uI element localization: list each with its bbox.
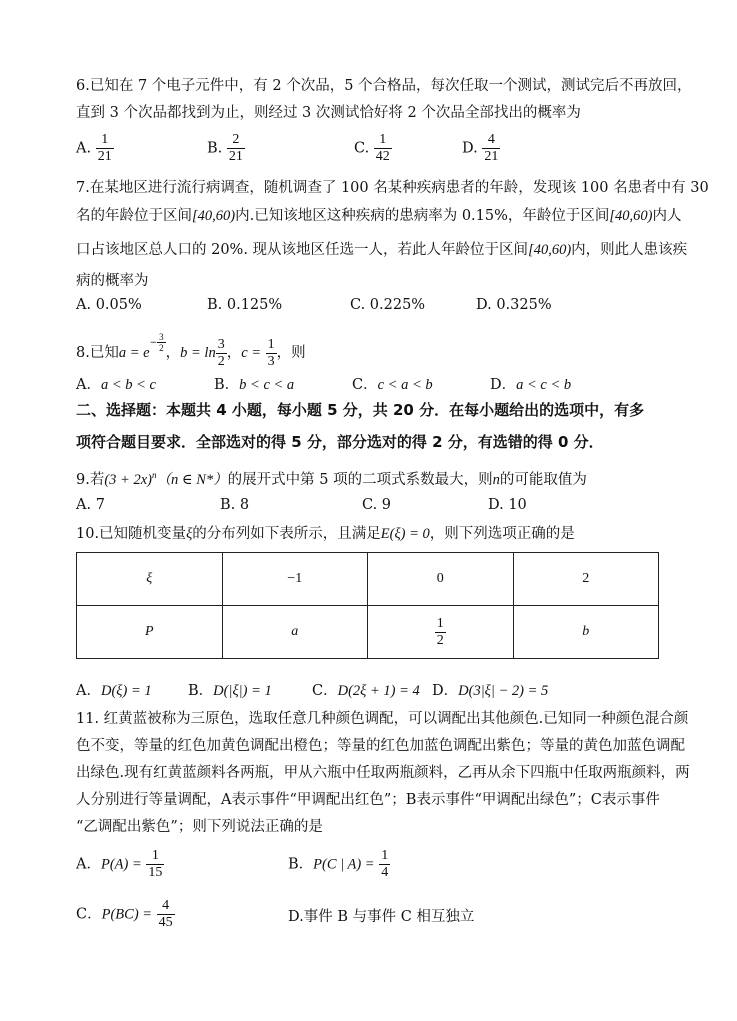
table-cell: 0 <box>368 553 514 606</box>
section2-line2: 项符合题目要求．全部选对的得 5 分，部分选对的得 2 分，有选错的得 0 分． <box>76 433 604 451</box>
table-row <box>77 606 659 659</box>
q7-line4: 病的概率为 <box>76 273 149 289</box>
q8-option-b: B．b < c < a <box>214 377 295 393</box>
q7-line2: 名的年龄位于区间[40,60)内.已知该地区这种疾病的患病率为 0.15%，年龄位于区间[40,60)内人 <box>76 208 682 224</box>
q11-option-a: A．P(A) = $\frac{1}{15}$ <box>76 848 163 880</box>
q11-line4: 人分别进行等量调配，A表示事件“甲调配出红色”；B表示事件“甲调配出绿色”；C表示事件 <box>76 792 660 808</box>
distribution-table <box>76 552 659 659</box>
q11-option-b: B．P(C | A) = $\frac{1}{4}$ <box>288 848 389 880</box>
q7-option-a: A. 0.05% <box>76 297 142 313</box>
q6-option-a: A. $\frac{1}{21}$ <box>76 132 112 164</box>
q10-stem: 10.已知随机变量ξ的分布列如下表所示，且满足E(ξ) = 0，则下列选项正确的是 <box>76 526 575 542</box>
q10-option-d: D．D(3|ξ| − 2) = 5 <box>432 683 549 699</box>
q8-option-d: D．a < c < b <box>490 377 572 393</box>
q7-option-d: D. 0.325% <box>476 297 552 313</box>
q6-line1: 6.已知在 7 个电子元件中，有 2 个次品，5 个合格品，每次任取一个测试，测试完后不再放回， <box>76 78 692 94</box>
table-cell: a <box>222 606 368 659</box>
q6-line2: 直到 3 个次品都找到为止，则经过 3 次测试恰好将 2 个次品全部找出的概率为 <box>76 105 581 121</box>
q6-option-d: D. $\frac{4}{21}$ <box>462 132 499 164</box>
table-row <box>77 553 659 606</box>
q11-line3: 出绿色.现有红黄蓝颜料各两瓶，甲从六瓶中任取两瓶颜料，乙再从余下四瓶中任取两瓶颜料，两 <box>76 765 690 781</box>
q8-option-c: C．c < a < b <box>352 377 433 393</box>
table-cell: ξ <box>77 553 223 606</box>
q10-option-a: A．D(ξ) = 1 <box>76 683 152 699</box>
q9-option-b: B. 8 <box>220 497 250 513</box>
q9-option-c: C. 9 <box>362 497 392 513</box>
table-cell: b <box>513 606 659 659</box>
q10-option-c: C．D(2ξ + 1) = 4 <box>312 683 420 699</box>
q6-option-c: C. $\frac{1}{42}$ <box>354 132 390 164</box>
q9-option-d: D. 10 <box>488 497 527 513</box>
q11-line5: “乙调配出紫色”；则下列说法正确的是 <box>76 819 323 835</box>
table-cell: −1 <box>222 553 368 606</box>
q7-line1: 7.在某地区进行流行病调查，随机调查了 100 名某种疾病患者的年龄，发现该 100 名患者中有 30 <box>76 180 709 196</box>
q8-option-a: A．a < b < c <box>76 377 156 393</box>
table-cell: 2 <box>513 553 659 606</box>
q10-option-b: B．D(|ξ|) = 1 <box>188 683 272 699</box>
q11-line2: 色不变，等量的红色加黄色调配出橙色；等量的红色加蓝色调配出紫色；等量的黄色加蓝色调配 <box>76 738 685 754</box>
table-cell: P <box>77 606 223 659</box>
table-cell: $\frac{1}{2}$ <box>368 606 514 659</box>
q7-option-b: B. 0.125% <box>207 297 283 313</box>
q8-stem: 8.已知$a = e^{- \frac{3}{2}}$ ，b = ln $\frac{3}{2}$ ，c = $\frac{1}{3}$ ，则 <box>76 332 306 369</box>
q9-option-a: A. 7 <box>76 497 105 513</box>
q11-line1: 11. 红黄蓝被称为三原色，选取任意几种颜色调配，可以调配出其他颜色.已知同一种颜色混合颜 <box>76 711 689 727</box>
q7-option-c: C. 0.225% <box>350 297 426 313</box>
q6-option-b: B. $\frac{2}{21}$ <box>207 132 243 164</box>
section2-line1: 二、选择题：本题共 4 小题，每小题 5 分，共 20 分．在每小题给出的选项中，有多 <box>76 401 645 419</box>
q9-stem: 9.若$(3 + 2x)^n(n$ ∈ N*）的展开式中第 5 项的二项式系数最大，则n的可能取值为 <box>76 470 587 488</box>
q7-line3: 口占该地区总人口的 20%. 现从该地区任选一人，若此人年龄位于区间[40,60)内，则此人患该疾 <box>76 242 688 258</box>
q11-option-c: C．P(BC) = $\frac{4}{45}$ <box>76 898 173 930</box>
q11-option-d: D.事件 B 与事件 C 相互独立 <box>288 909 475 925</box>
